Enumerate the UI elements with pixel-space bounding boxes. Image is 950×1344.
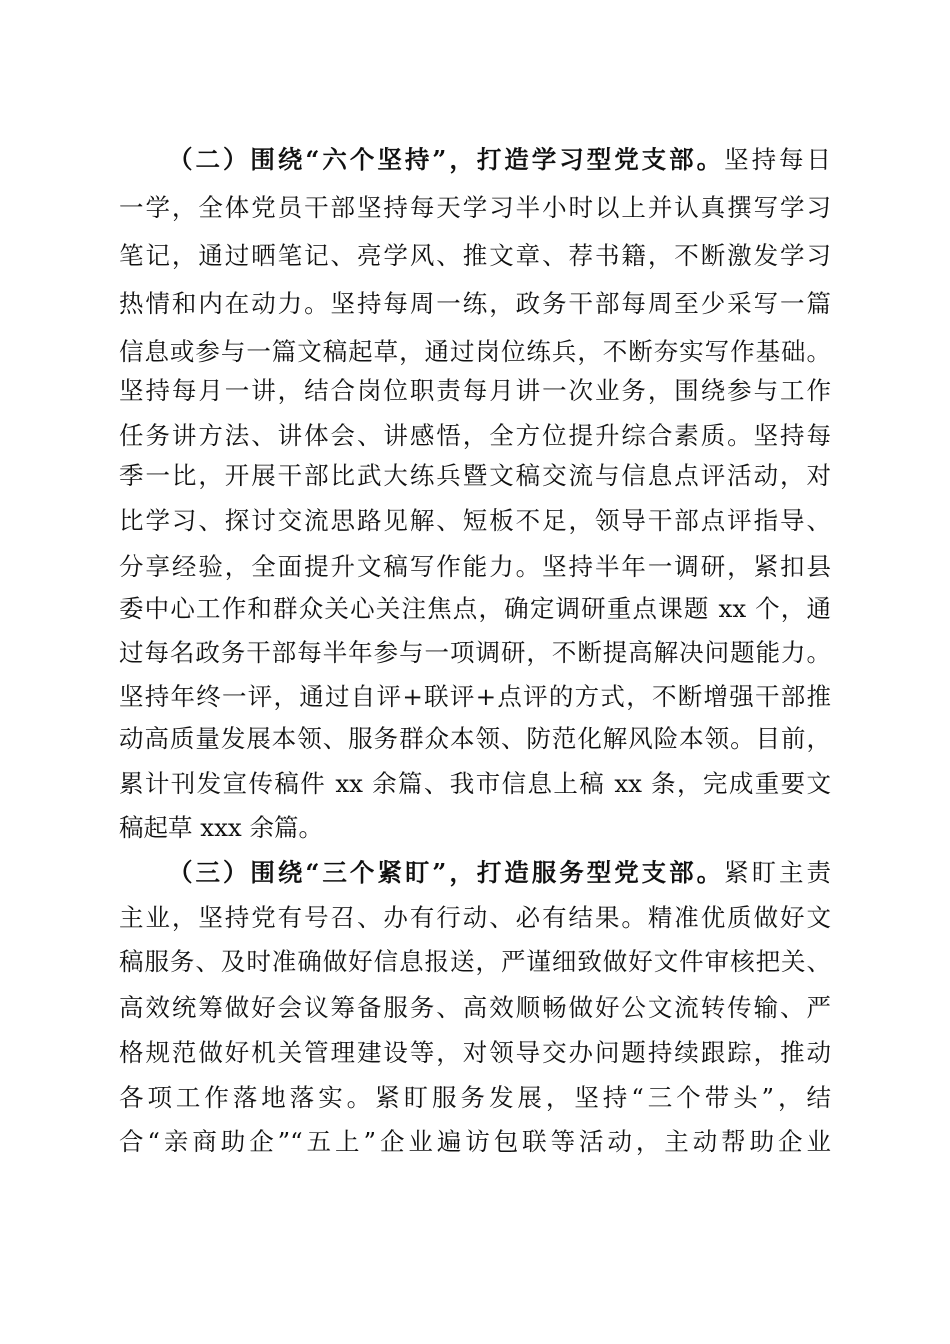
section-heading: （二）围绕“六个坚持”，打造学习型党支部。 (168, 145, 725, 174)
paragraph-line: 主业，坚持党有号召、办有行动、必有结果。精准优质做好文 (119, 903, 831, 932)
paragraph-line: 坚持每月一讲，结合岗位职责每月讲一次业务，围绕参与工作 (119, 376, 831, 405)
paragraph-line: 动高质量发展本领、服务群众本领、防范化解风险本领。目前， (119, 724, 831, 753)
paragraph-line: 合“亲商助企”“五上”企业遍访包联等活动，主动帮助企业 (119, 1127, 831, 1156)
paragraph-line: 高效统筹做好会议筹备服务、高效顺畅做好公文流转传输、严 (119, 993, 831, 1022)
paragraph-line: 格规范做好机关管理建设等，对领导交办问题持续跟踪，推动 (119, 1038, 831, 1067)
paragraph-line (168, 853, 831, 893)
paragraph-line (168, 140, 831, 180)
paragraph-line: 稿服务、及时准确做好信息报送，严谨细致做好文件审核把关、 (119, 947, 831, 976)
paragraph-line: 季一比，开展干部比武大练兵暨文稿交流与信息点评活动，对 (119, 461, 831, 490)
paragraph-line: 各项工作落地落实。紧盯服务发展，坚持“三个带头”，结 (119, 1083, 831, 1112)
paragraph-line: 稿起草 xxx 余篇。 (119, 813, 324, 842)
paragraph-line: 任务讲方法、讲体会、讲感悟，全方位提升综合素质。坚持每 (119, 421, 831, 450)
paragraph-line: 比学习、探讨交流思路见解、短板不足，领导干部点评指导、 (119, 506, 831, 535)
paragraph-line: 过每名政务干部每半年参与一项调研，不断提高解决问题能力。 (119, 638, 831, 667)
paragraph-line: 分享经验，全面提升文稿写作能力。坚持半年一调研，紧扣县 (119, 552, 831, 581)
paragraph-text: 坚持每日 (724, 145, 832, 174)
paragraph-line: 坚持年终一评，通过自评+联评+点评的方式，不断增强干部推 (119, 682, 831, 711)
paragraph-line: 一学，全体党员干部坚持每天学习半小时以上并认真撰写学习 (119, 193, 831, 222)
paragraph-line: 笔记，通过晒笔记、亮学风、推文章、荐书籍，不断激发学习 (119, 241, 831, 270)
paragraph-line: 委中心工作和群众关心关注焦点，确定调研重点课题 xx 个，通 (119, 594, 831, 623)
paragraph-text: 紧盯主责 (724, 858, 832, 887)
paragraph-line: 信息或参与一篇文稿起草，通过岗位练兵，不断夯实写作基础。 (119, 337, 831, 366)
paragraph-line: 热情和内在动力。坚持每周一练，政务干部每周至少采写一篇 (119, 289, 831, 318)
paragraph-line: 累计刊发宣传稿件 xx 余篇、我市信息上稿 xx 条，完成重要文 (119, 769, 831, 798)
section-heading: （三）围绕“三个紧盯”，打造服务型党支部。 (168, 858, 725, 887)
